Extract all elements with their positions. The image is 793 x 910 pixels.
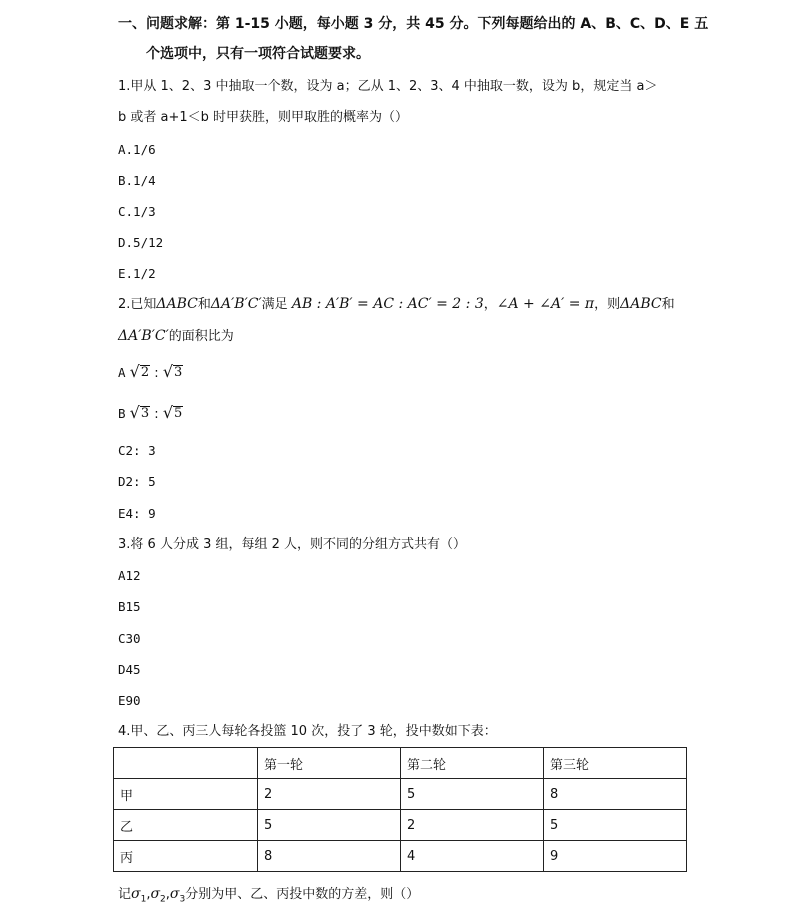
table-header-row bbox=[114, 748, 687, 779]
q2-and: 和 bbox=[197, 297, 211, 312]
table-cell: 8 bbox=[258, 841, 401, 872]
radical-icon: √ bbox=[129, 362, 140, 381]
sigma-symbol: σ bbox=[169, 886, 180, 902]
q1-option-b: B.1/4 bbox=[118, 173, 156, 188]
q3-option-e: E90 bbox=[118, 693, 141, 708]
q2-stem-line1 bbox=[118, 294, 675, 315]
q2-option-e: E4: 9 bbox=[118, 506, 156, 521]
radicand: 5 bbox=[174, 406, 183, 421]
section-title-line1: 一、问题求解：第 1-15 小题，每小题 3 分，共 45 分。下列每题给出的 A、B、C、D、E 五 bbox=[118, 16, 709, 32]
q2-ratio: AB : A′B′ = AC : AC′ = 2 : 3 bbox=[291, 296, 484, 312]
table-cell: 甲 bbox=[114, 779, 258, 810]
q3-stem: 3.将 6 人分成 3 组，每组 2 人，则不同的分组方式共有（） bbox=[118, 537, 467, 552]
q2-triangle-abc-prime-2: ΔA′B′C′ bbox=[118, 328, 169, 344]
q2-comma: ， bbox=[483, 297, 497, 312]
table-header-cell bbox=[114, 748, 258, 779]
sigma-comma: , bbox=[146, 887, 151, 902]
score-table bbox=[113, 747, 687, 872]
sigma-subscript: 1 bbox=[140, 894, 147, 905]
radicand: 3 bbox=[174, 365, 183, 380]
q1-option-d: D.5/12 bbox=[118, 235, 164, 250]
q2-option-c: C2: 3 bbox=[118, 443, 156, 458]
table-header-cell: 第二轮 bbox=[401, 748, 544, 779]
sqrt-expression bbox=[130, 405, 150, 421]
table-header-cell: 第三轮 bbox=[544, 748, 687, 779]
radical-icon: √ bbox=[162, 403, 174, 422]
q2-then: ，则 bbox=[594, 297, 621, 312]
q1-stem-line1: 1.甲从 1、2、3 中抽取一个数，设为 a；乙从 1、2、3、4 中抽取一数，设为 b，规定当 a＞ bbox=[118, 79, 658, 94]
table-cell: 5 bbox=[258, 810, 401, 841]
q2-option-d: D2: 5 bbox=[118, 474, 156, 489]
q3-option-c: C30 bbox=[118, 631, 141, 646]
q2-triangle-abc-2: ΔABC bbox=[620, 296, 662, 312]
q4-note bbox=[118, 884, 419, 910]
table-header-cell: 第一轮 bbox=[258, 748, 401, 779]
ratio-separator: : bbox=[150, 407, 163, 422]
sigma-symbol: σ bbox=[131, 886, 141, 902]
q2-satisfy: 满足 bbox=[261, 297, 288, 312]
q4-note-suffix: 分别为甲、乙、丙投中数的方差，则（） bbox=[185, 887, 420, 902]
table-cell: 5 bbox=[544, 810, 687, 841]
sigma-comma: , bbox=[165, 887, 170, 902]
q2-area-ratio: 的面积比为 bbox=[168, 329, 234, 344]
q2-option-b-letter: B bbox=[118, 406, 126, 421]
radical-icon: √ bbox=[162, 362, 174, 381]
table-cell: 丙 bbox=[114, 841, 258, 872]
q2-option-a-letter: A bbox=[118, 365, 126, 380]
table-cell: 9 bbox=[544, 841, 687, 872]
radical-icon: √ bbox=[129, 403, 140, 422]
table-cell: 4 bbox=[401, 841, 544, 872]
q2-triangle-abc: ΔABC bbox=[156, 296, 198, 312]
q2-option-a bbox=[118, 363, 183, 384]
table-cell: 8 bbox=[544, 779, 687, 810]
sigma-subscript: 3 bbox=[179, 894, 186, 905]
table-cell: 2 bbox=[258, 779, 401, 810]
table-cell: 2 bbox=[401, 810, 544, 841]
ratio-separator: : bbox=[150, 366, 163, 381]
q2-angle: ∠A + ∠A′ = π bbox=[496, 296, 595, 312]
table-cell: 5 bbox=[401, 779, 544, 810]
sqrt-expression bbox=[130, 364, 150, 380]
q4-note-prefix: 记 bbox=[118, 887, 132, 902]
table-row bbox=[114, 841, 687, 872]
q1-option-a: A.1/6 bbox=[118, 142, 156, 157]
table-cell: 乙 bbox=[114, 810, 258, 841]
q1-option-e: E.1/2 bbox=[118, 266, 156, 281]
q4-stem: 4.甲、乙、丙三人每轮各投篮 10 次，投了 3 轮，投中数如下表： bbox=[118, 724, 497, 739]
q1-stem-line2: b 或者 a+1＜b 时甲获胜，则甲取胜的概率为（） bbox=[118, 110, 409, 125]
table-row bbox=[114, 779, 687, 810]
q2-stem-line2 bbox=[118, 326, 234, 347]
q3-option-a: A12 bbox=[118, 568, 141, 583]
q3-option-b: B15 bbox=[118, 599, 141, 614]
radicand: 3 bbox=[140, 406, 150, 421]
sigma-subscript: 2 bbox=[160, 894, 166, 905]
q2-triangle-abc-prime: ΔA′B′C′ bbox=[210, 296, 262, 312]
q2-option-b bbox=[118, 404, 183, 425]
sqrt-expression bbox=[163, 405, 183, 421]
radicand: 2 bbox=[140, 365, 150, 380]
q2-prefix: 2.已知 bbox=[118, 297, 157, 312]
q3-option-d: D45 bbox=[118, 662, 141, 677]
sigma-symbol: σ bbox=[150, 886, 161, 902]
table-row bbox=[114, 810, 687, 841]
section-title-line2: 个选项中，只有一项符合试题要求。 bbox=[146, 46, 370, 62]
q1-option-c: C.1/3 bbox=[118, 204, 156, 219]
q2-and-2: 和 bbox=[661, 297, 675, 312]
sqrt-expression bbox=[163, 364, 183, 380]
